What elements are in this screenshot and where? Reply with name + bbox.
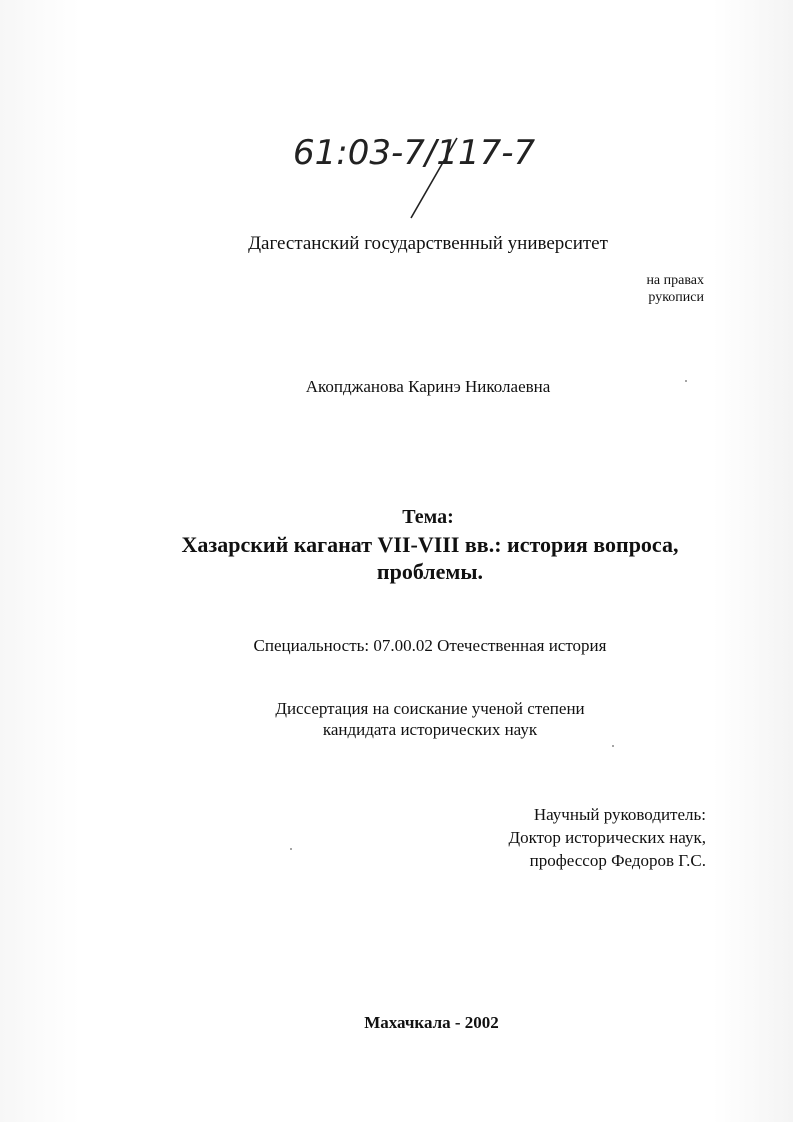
university-name: Дагестанский государственный университет <box>248 233 608 254</box>
rights-line-2: рукописи <box>648 290 704 305</box>
topic-label: Тема: <box>402 506 454 528</box>
author-name: Акопджанова Каринэ Николаевна <box>305 377 551 396</box>
dissertation-title <box>140 531 720 585</box>
city-and-year: Махачкала - 2002 <box>364 1013 499 1032</box>
handwritten-archive-code <box>285 120 585 220</box>
degree-line-1: Диссертация на соискание ученой степени <box>275 699 585 718</box>
degree-line-2: кандидата исторических наук <box>322 720 538 739</box>
handwritten-code-drawing <box>285 120 585 220</box>
title-line-1: Хазарский каганат VII-VIII вв.: история вопроса, <box>181 532 679 557</box>
scan-speck <box>685 380 687 382</box>
handwritten-code-text: 61:03-7/117-7 <box>293 133 536 173</box>
scientific-supervisor <box>440 803 706 872</box>
supervisor-line-2: Доктор исторических наук, <box>508 828 706 847</box>
supervisor-line-1: Научный руководитель: <box>533 805 706 824</box>
scan-speck <box>290 848 292 850</box>
manuscript-rights-note <box>560 272 704 306</box>
supervisor-line-3: профессор Федоров Г.С. <box>529 851 706 870</box>
specialty-line: Специальность: 07.00.02 Отечественная история <box>253 636 607 655</box>
title-line-2: проблемы. <box>376 559 484 584</box>
scan-speck <box>612 745 614 747</box>
degree-statement <box>0 698 793 740</box>
rights-line-1: на правах <box>646 273 704 288</box>
